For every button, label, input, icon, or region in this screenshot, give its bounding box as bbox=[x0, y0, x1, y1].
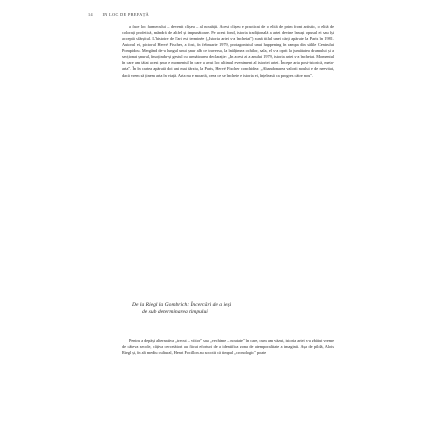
section-heading bbox=[132, 302, 332, 316]
page-number: 14 bbox=[88, 12, 93, 17]
section-heading-line-2: de sub determinarea timpului bbox=[142, 309, 208, 315]
running-header bbox=[88, 12, 149, 17]
body-paragraph-2: Pentru a depăși alternativa „trecut – viitor" sau „vechime – noutate" în care, cum am văzut, istoria artei s-a zbătut vreme de câteva secole, câțiva cercetători au făcut eforturi de a identifica zona de atemporalitate a imaginii. Așa de pildă, Alois Riegl și, în alt mediu cultural, Henri Focillon au socotit că timpul „cronologic" poate bbox=[122, 338, 334, 356]
body-paragraph-1: a face loc farmecului – devenit clișeu – al noutății. Acest clișeu e practicat de o elită de prim front artistic, o elită de colorați profetică, mândră de altfel și impunătoare. Pe acest fond, istoria tradițională a artei devine însuși opusul ei sau își acceptă sfârșitul. L'histoire de l'art est terminée („Istoria artei s-a încheiat") sună titlul unei cărți apărute la Paris în 1981. Autorul ei, pictorul Hervé Fischer, a fost, în februarie 1979, protagonistul unui happening în rampa din sălile Centrului Pompidou. Mergând de-a lungul unui șnur alb ce traversa, la înălțimea ochilor, sala, el s-a oprit la jumătatea drumului și a secționat șnurul, însoțindu-și gestul cu următoarea declarație: „In acest zi a anului 1979, istoria artei s-a încheiat. Momentul în care am tăiat acest șnur e momentul în care a avut loc ultimul eveniment al istoriei artei. Începe arta post-istorică, meta-arta". În în cartea apărută doi ani mai târziu, la Paris, Hervé Fischer conchidea: „Abandonarea valorii noului e de neevitat, dacă vrem să ținem arta în viață. Arta nu e moartă, ceea ce se încheie e istoria ei, înțeleasă ca progres către nou". bbox=[122, 24, 334, 78]
running-title: IN LOC DE PREFAȚĂ bbox=[102, 12, 150, 17]
section-heading-line-1: De la Riegl la Gombrich: Încercări de a ieși bbox=[132, 302, 232, 308]
